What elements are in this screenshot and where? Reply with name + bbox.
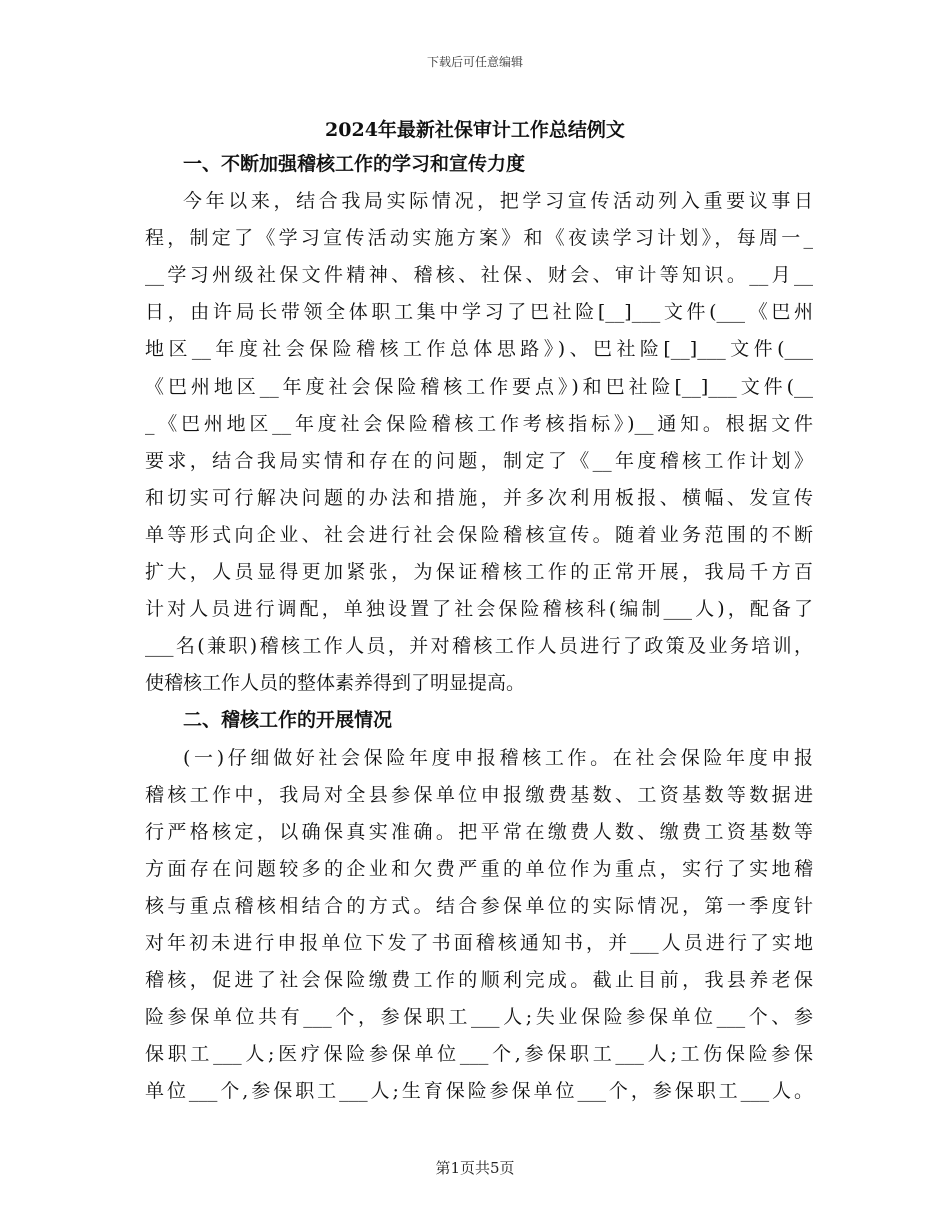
paragraph-line: 地区__年度社会保险稽核工作总体思路》)、巴社险[__]___文件(___: [145, 338, 813, 361]
paragraph-line: 保职工___人;医疗保险参保单位___个,参保职工___人;工伤保险参保: [145, 1043, 813, 1066]
paragraph-line: 使稽核工作人员的整体素养得到了明显提高。: [145, 672, 526, 695]
paragraph-line: 计对人员进行调配，单独设置了社会保险稽核科(编制___人)，配备了: [145, 598, 813, 621]
paragraph-line: 和切实可行解决问题的办法和措施，并多次利用板报、横幅、发宣传: [145, 486, 813, 509]
section-heading: 二、稽核工作的开展情况: [183, 709, 393, 732]
paragraph-line: (一)仔细做好社会保险年度申报稽核工作。在社会保险年度申报: [183, 746, 813, 769]
paragraph-line: 《巴州地区__年度社会保险稽核工作要点》)和巴社险[__]___文件(__: [145, 375, 813, 398]
paragraph-line: _《巴州地区__年度社会保险稽核工作考核指标》)__通知。根据文件: [145, 412, 813, 435]
paragraph-line: 险参保单位共有___个，参保职工___人;失业保险参保单位___个、参: [145, 1006, 813, 1029]
paragraph-line: ___名(兼职)稽核工作人员，并对稽核工作人员进行了政策及业务培训，: [145, 635, 813, 658]
document-title: 2024年最新社保审计工作总结例文: [325, 119, 625, 141]
paragraph-line: 稽核，促进了社会保险缴费工作的顺利完成。截止目前，我县养老保: [145, 969, 813, 992]
paragraph-line: 程，制定了《学习宣传活动实施方案》和《夜读学习计划》，每周一_: [145, 227, 813, 250]
paragraph-line: 核与重点稽核相结合的方式。结合参保单位的实际情况，第一季度针: [145, 894, 813, 917]
paragraph-line: 行严格核定，以确保真实准确。把平常在缴费人数、缴费工资基数等: [145, 820, 813, 843]
page-footer: 第1页共5页: [435, 1159, 515, 1177]
paragraph-line: 对年初未进行申报单位下发了书面稽核通知书，并___人员进行了实地: [145, 931, 813, 954]
paragraph-line: __学习州级社保文件精神、稽核、社保、财会、审计等知识。__月__: [145, 264, 813, 287]
page-header: 下载后可任意编辑: [426, 55, 523, 69]
section-heading: 一、不断加强稽核工作的学习和宣传力度: [183, 153, 526, 175]
paragraph-line: 单位___个,参保职工___人;生育保险参保单位___个，参保职工___人。: [145, 1080, 813, 1103]
paragraph-line: 日，由许局长带领全体职工集中学习了巴社险[__]___文件(___《巴州: [145, 301, 813, 324]
paragraph-line: 方面存在问题较多的企业和欠费严重的单位作为重点，实行了实地稽: [145, 857, 813, 880]
paragraph-line: 单等形式向企业、社会进行社会保险稽核宣传。随着业务范围的不断: [145, 523, 813, 546]
paragraph-line: 稽核工作中，我局对全县参保单位申报缴费基数、工资基数等数据进: [145, 783, 813, 806]
paragraph-line: 扩大，人员显得更加紧张，为保证稽核工作的正常开展，我局千方百: [145, 561, 813, 584]
paragraph-line: 要求，结合我局实情和存在的问题，制定了《__年度稽核工作计划》: [145, 449, 813, 472]
document-body: [145, 146, 813, 1110]
paragraph-line: 今年以来，结合我局实际情况，把学习宣传活动列入重要议事日: [183, 190, 813, 213]
